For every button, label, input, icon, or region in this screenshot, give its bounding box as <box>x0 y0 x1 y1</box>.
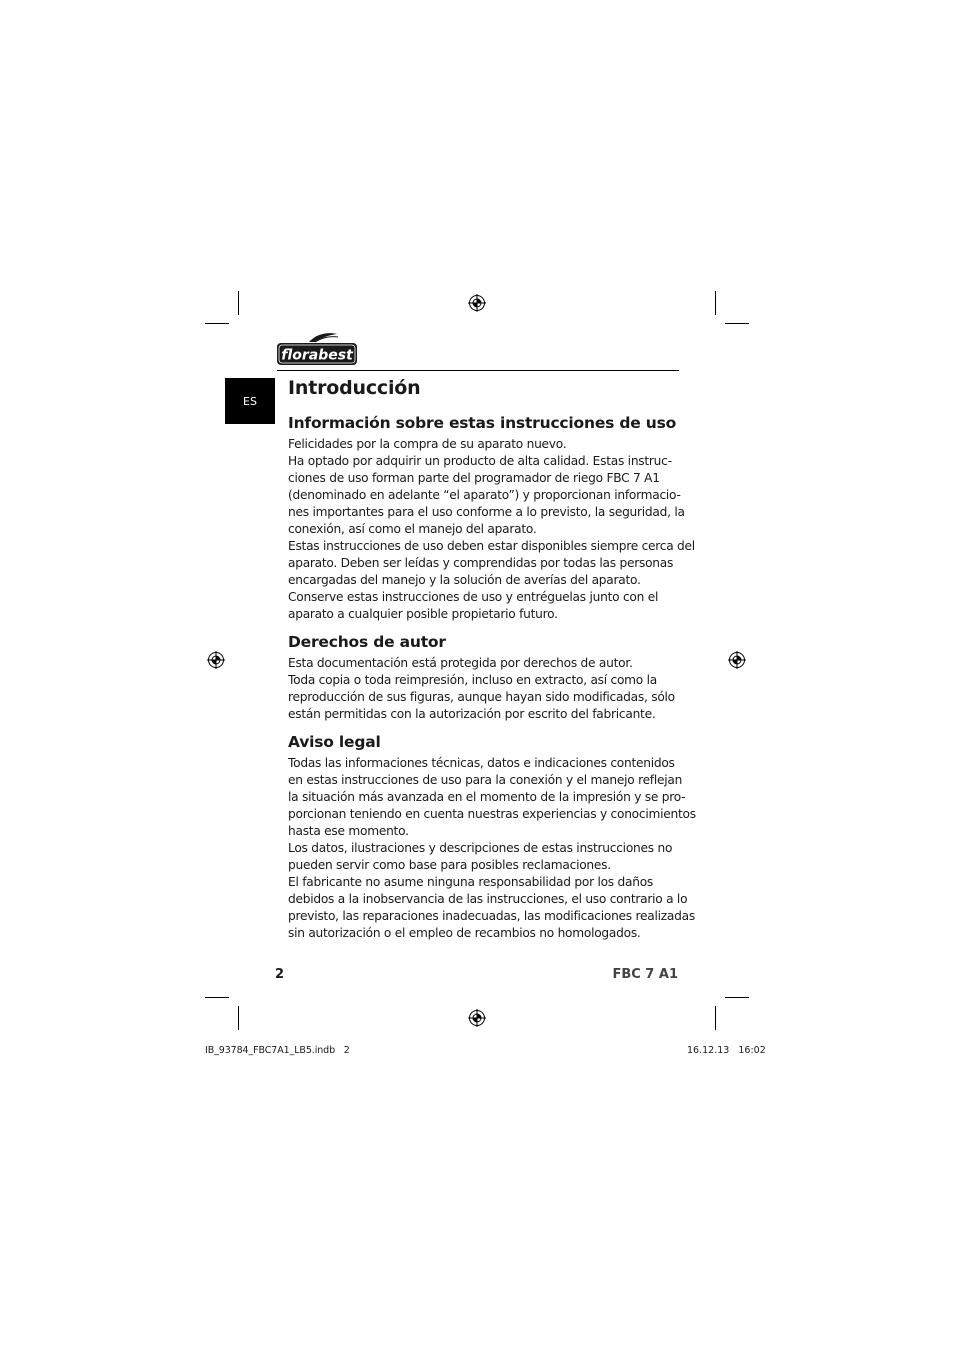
text-line: sin autorización o el empleo de recambios no homologados. <box>288 926 641 940</box>
print-slug-file: IB_93784_FBC7A1_LB5.indb 2 <box>205 1045 350 1056</box>
crop-mark-bottom-left-vertical <box>238 1006 239 1030</box>
text-line: pueden servir como base para posibles reclamaciones. <box>288 858 611 872</box>
registration-mark-icon <box>728 651 746 669</box>
text-line: ciones de uso forman parte del programador de riego FBC 7 A1 <box>288 471 660 485</box>
text-line: Ha optado por adquirir un producto de alta calidad. Estas instruc- <box>288 454 672 468</box>
print-slug-date: 16.12.13 16:02 <box>687 1045 766 1056</box>
text-line: reproducción de sus figuras, aunque hayan sido modificadas, sólo <box>288 690 675 704</box>
text-line: la situación más avanzada en el momento de la impresión y se pro- <box>288 790 686 804</box>
page-title: Introducción <box>288 377 421 399</box>
registration-mark-icon <box>468 294 486 312</box>
text-line: Estas instrucciones de uso deben estar disponibles siempre cerca del <box>288 539 695 553</box>
text-line: previsto, las reparaciones inadecuadas, las modificaciones realizadas <box>288 909 695 923</box>
text-line: están permitidas con la autorización por escrito del fabricante. <box>288 707 656 721</box>
language-tab <box>225 378 275 424</box>
crop-mark-bottom-right-horizontal <box>725 997 749 998</box>
registration-mark-icon <box>468 1009 486 1027</box>
text-line: Conserve estas instrucciones de uso y entréguelas junto con el <box>288 590 659 604</box>
text-line: debidos a la inobservancia de las instrucciones, el uso contrario a lo <box>288 892 688 906</box>
text-line: hasta ese momento. <box>288 824 409 838</box>
section-body-legal-notice <box>288 755 696 942</box>
florabest-logo <box>275 331 359 367</box>
text-line: en estas instrucciones de uso para la conexión y el manejo reflejan <box>288 773 683 787</box>
section-heading-instructions: Información sobre estas instrucciones de uso <box>288 414 677 432</box>
crop-mark-bottom-right-vertical <box>715 1006 716 1030</box>
main-content <box>288 374 696 942</box>
text-line: porcionan teniendo en cuenta nuestras experiencias y conocimientos <box>288 807 696 821</box>
section-body-instructions <box>288 436 695 623</box>
section-heading-legal-notice: Aviso legal <box>288 733 381 751</box>
brand-name: florabest <box>281 347 353 364</box>
text-line: El fabricante no asume ninguna responsabilidad por los daños <box>288 875 654 889</box>
text-line: Toda copia o toda reimpresión, incluso en extracto, así como la <box>288 673 657 687</box>
section-body-copyright <box>288 655 678 723</box>
section-heading-copyright: Derechos de autor <box>288 633 446 651</box>
header-rule <box>277 370 679 371</box>
text-line: aparato. Deben ser leídas y comprendidas por todas las personas <box>288 556 674 570</box>
crop-mark-top-left-vertical <box>238 291 239 315</box>
text-line: Los datos, ilustraciones y descripciones de estas instrucciones no <box>288 841 673 855</box>
page-number: 2 <box>275 967 285 982</box>
text-line: nes importantes para el uso conforme a lo previsto, la seguridad, la <box>288 505 685 519</box>
text-line: Todas las informaciones técnicas, datos e indicaciones contenidos <box>288 756 675 770</box>
text-line: Esta documentación está protegida por derechos de autor. <box>288 656 633 670</box>
text-line: encargadas del manejo y la solución de averías del aparato. <box>288 573 641 587</box>
crop-mark-bottom-left-horizontal <box>205 997 229 998</box>
text-line: conexión, así como el manejo del aparato. <box>288 522 537 536</box>
language-tab-label: ES <box>243 394 257 408</box>
crop-mark-top-right-horizontal <box>725 323 749 324</box>
text-line: aparato a cualquier posible propietario futuro. <box>288 607 558 621</box>
text-line: (denominado en adelante “el aparato”) y proporcionan informacio- <box>288 488 681 502</box>
model-name: FBC 7 A1 <box>612 967 678 982</box>
text-line: Felicidades por la compra de su aparato nuevo. <box>288 437 567 451</box>
registration-mark-icon <box>207 651 225 669</box>
crop-mark-top-left-horizontal <box>205 323 229 324</box>
crop-mark-top-right-vertical <box>715 291 716 315</box>
